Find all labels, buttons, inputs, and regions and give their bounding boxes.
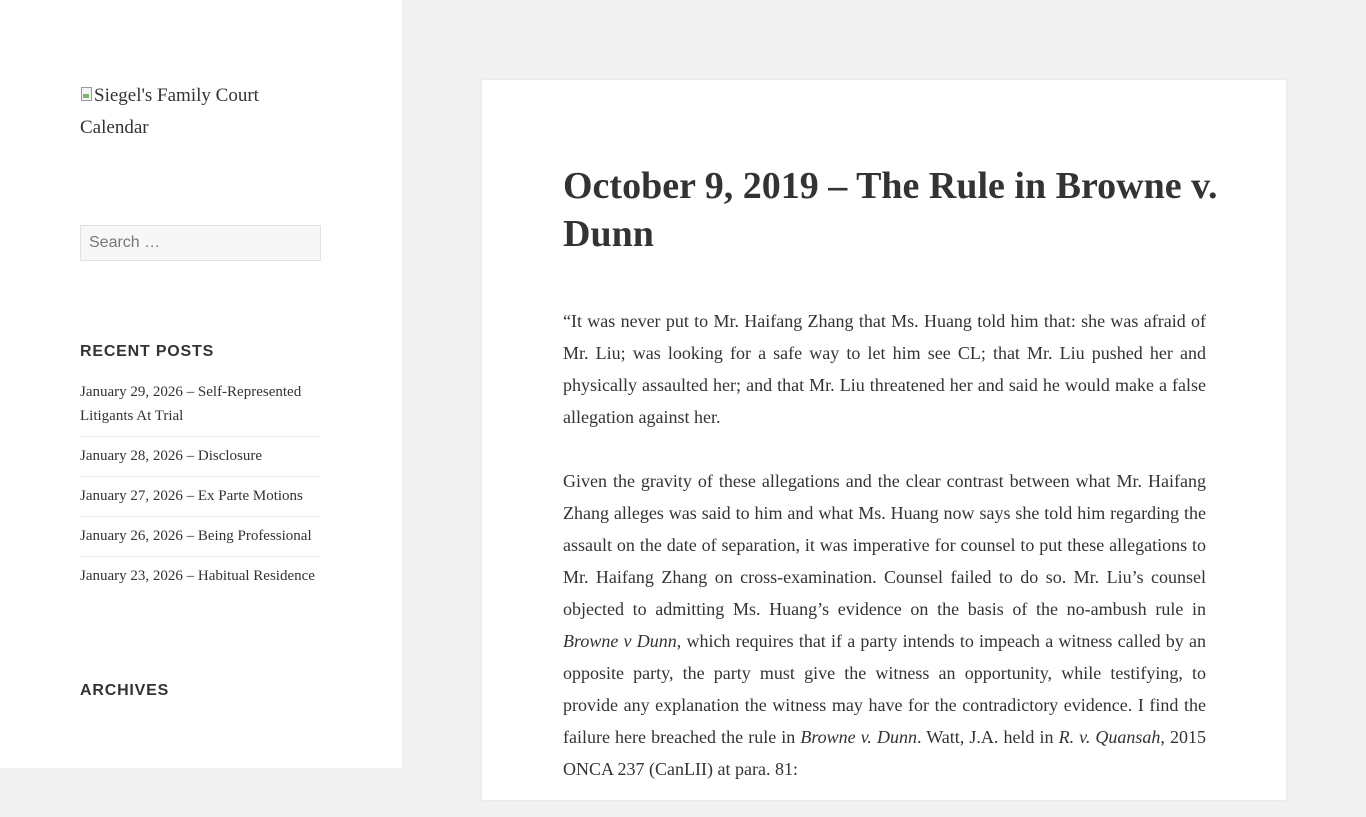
post-card xyxy=(482,80,1286,800)
search-input[interactable] xyxy=(80,225,321,261)
recent-post-link[interactable]: January 29, 2026 – Self-Represented Litigants At Trial xyxy=(80,384,302,424)
list-item xyxy=(80,556,320,596)
paragraph-text: , which requires that if a party intends to impeach a witness called by an opposite party, the party must give the witness an opportunity, while testifying, to provide any explanation the witness may have for the contradictory evidence. I find the failure here breached the rule in xyxy=(563,631,1206,747)
post-paragraph xyxy=(563,465,1206,785)
recent-posts-title: RECENT POSTS xyxy=(80,343,215,360)
recent-post-link[interactable]: January 27, 2026 – Ex Parte Motions xyxy=(80,488,303,504)
paragraph-text: , 2015 ONCA 237 (CanLII) at para. 81: xyxy=(563,727,1206,779)
recent-post-link[interactable]: January 26, 2026 – Being Professional xyxy=(80,528,312,544)
paragraph-text: . Watt, J.A. held in xyxy=(916,727,1059,747)
paragraph-text: Given the gravity of these allegations and the clear contrast between what Mr. Haifang Zhang alleges was said to him and what Ms. Huang now says she told him regarding the assault on the date of separation, it was imperative for counsel to put these allegations to Mr. Haifang Zhang on cross-examination. Counsel failed to do so. Mr. Liu’s counsel objected to admitting Ms. Huang’s evidence on the basis of the no-ambush rule in xyxy=(563,471,1206,619)
archives-title: ARCHIVES xyxy=(80,682,170,699)
list-item xyxy=(80,476,320,516)
post-content xyxy=(563,305,1206,817)
list-item xyxy=(80,436,320,476)
post-title[interactable]: October 9, 2019 – The Rule in Browne v. Dunn xyxy=(563,165,1218,255)
list-item xyxy=(80,516,320,556)
recent-posts-list xyxy=(80,380,320,596)
site-logo-alt-text: Siegel's Family Court Calendar xyxy=(80,85,259,138)
case-citation: Browne v Dunn xyxy=(563,631,677,651)
case-citation: R. v. Quansah xyxy=(1058,727,1161,747)
case-citation: Browne v. Dunn xyxy=(800,727,917,747)
recent-post-link[interactable]: January 23, 2026 – Habitual Residence xyxy=(80,568,315,584)
sidebar xyxy=(0,0,402,768)
list-item xyxy=(80,380,320,436)
paragraph-text: “It was never put to Mr. Haifang Zhang that Ms. Huang told him that: she was afraid of Mr. Liu; was looking for a safe way to let him see CL; that Mr. Liu pushed her and physically assaulted her; and that Mr. Liu threatened her and said he would make a false allegation against her. xyxy=(563,311,1206,427)
site-logo[interactable] xyxy=(80,80,280,144)
broken-image-icon xyxy=(80,87,94,103)
recent-post-link[interactable]: January 28, 2026 – Disclosure xyxy=(80,448,263,464)
post-paragraph xyxy=(563,305,1206,433)
